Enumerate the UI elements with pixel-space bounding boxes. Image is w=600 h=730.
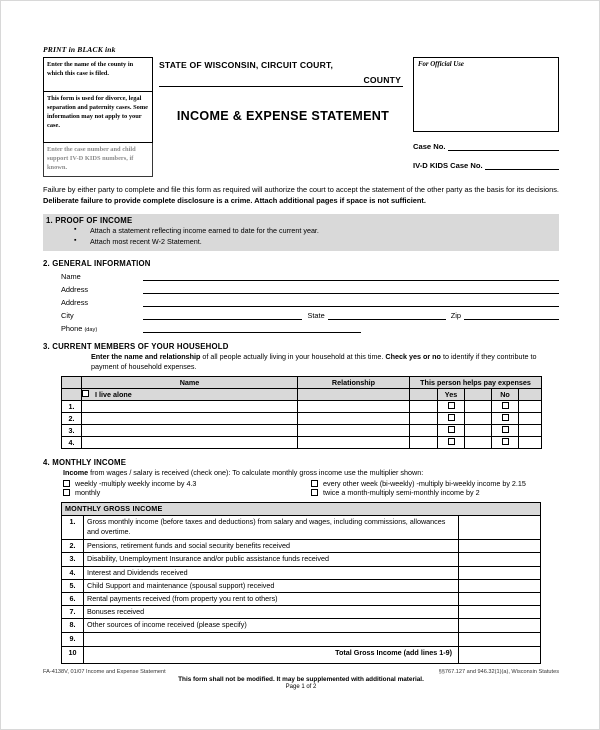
yes-checkbox-cell[interactable]: [438, 437, 465, 449]
form-header: [43, 57, 559, 177]
yes-no-spacer-mid: [465, 389, 492, 401]
tip-box-case-number: Enter the case number and child support IV-D KIDS numbers, if known.: [43, 143, 153, 177]
row-number: 9.: [62, 632, 84, 646]
state-label: State: [307, 310, 325, 320]
phone-label-sub: (day): [84, 326, 98, 333]
table-row: [62, 619, 541, 632]
field-row-address-1: [43, 284, 559, 294]
header-cell-relationship: Relationship: [298, 377, 410, 389]
option-biweekly[interactable]: [311, 479, 526, 489]
section3-instr-bold-2: Check yes or no: [385, 351, 441, 361]
option-semimonthly[interactable]: [311, 488, 480, 498]
total-amount-input[interactable]: [458, 646, 540, 663]
yes-checkbox[interactable]: [448, 426, 455, 433]
cell-spacer: [410, 401, 438, 413]
tip-box-form-use: This form is used for divorce, legal separation and paternity cases. Some information may not apply to your case.: [43, 91, 153, 143]
list-item: ▪ Attach a statement reflecting income earned to date for the current year.: [46, 226, 556, 237]
official-use-block: [413, 57, 559, 177]
row-description: Bonuses received: [84, 606, 459, 619]
mgi-title-row: [62, 502, 541, 515]
section3-instr-plain-1: of all people actually living in your household at this time.: [200, 351, 386, 361]
cell-spacer: [410, 425, 438, 437]
biweekly-checkbox[interactable]: [311, 480, 318, 487]
mgi-title: MONTHLY GROSS INCOME: [62, 502, 541, 515]
table-row: [62, 579, 541, 592]
household-relationship-input[interactable]: [298, 437, 410, 449]
cell-spacer: [465, 413, 492, 425]
name-label: Name: [61, 271, 81, 281]
row-amount-input[interactable]: [458, 619, 540, 632]
instruction-tips: [43, 57, 153, 177]
option-monthly-label: monthly: [75, 488, 101, 498]
no-checkbox[interactable]: [502, 402, 509, 409]
yes-checkbox-cell[interactable]: [438, 425, 465, 437]
option-semimonthly-label: twice a month-multiply semi-monthly income by 2: [323, 488, 480, 498]
cell-spacer: [519, 413, 542, 425]
notice-paragraph: [43, 184, 559, 207]
row-number: 3.: [62, 425, 82, 437]
header-cell-name: Name: [82, 377, 298, 389]
page-title: INCOME & EXPENSE STATEMENT: [176, 109, 390, 123]
field-row-phone: [43, 323, 559, 333]
table-row: [62, 437, 542, 449]
total-row-number: 10: [62, 646, 84, 663]
row-description: Pensions, retirement funds and social security benefits received: [84, 540, 459, 553]
no-checkbox-cell[interactable]: [492, 425, 519, 437]
phone-input[interactable]: [143, 323, 361, 333]
row-amount-input[interactable]: [458, 516, 540, 540]
no-checkbox[interactable]: [502, 438, 509, 445]
row-description: Interest and Dividends received: [84, 566, 459, 579]
table-row: [62, 516, 541, 540]
county-input-line[interactable]: [159, 70, 403, 87]
section-proof-of-income: [43, 214, 559, 251]
cell-spacer: [465, 401, 492, 413]
case-number-row: [413, 141, 559, 151]
yes-spacer-left: [410, 389, 438, 401]
section3-heading: 3. CURRENT MEMBERS OF YOUR HOUSEHOLD: [43, 341, 229, 351]
row-number: 2.: [62, 540, 84, 553]
section3-instr-plain-2: to identify if they contribute to payment of household expenses.: [91, 351, 537, 372]
table-row: [62, 593, 541, 606]
no-column-label: No: [492, 389, 519, 401]
field-row-address-2: [43, 297, 559, 307]
section3-instr-bold-1: Enter the name and relationship: [91, 351, 201, 361]
section4-heading: 4. MONTHLY INCOME: [43, 458, 127, 468]
list-item: ▪ Attach most recent W-2 Statement.: [46, 237, 556, 248]
yes-column-label: Yes: [438, 389, 465, 401]
no-checkbox[interactable]: [502, 414, 509, 421]
court-line: STATE OF WISCONSIN, CIRCUIT COURT,: [159, 60, 334, 70]
live-alone-relationship-cell: [298, 389, 410, 401]
address2-label: Address: [61, 297, 89, 307]
official-use-box: For Official Use: [413, 57, 559, 132]
no-spacer-right: [519, 389, 542, 401]
cell-spacer: [465, 437, 492, 449]
row-amount-input[interactable]: [458, 566, 540, 579]
footer-statutes: §§767.127 and 946.32(1)(a), Wisconsin Statutes: [438, 668, 559, 675]
semimonthly-checkbox[interactable]: [311, 489, 318, 496]
row-number: 1.: [62, 401, 82, 413]
live-alone-label: I live alone: [95, 390, 132, 400]
row-number: 4.: [62, 437, 82, 449]
table-row: [62, 606, 541, 619]
tip-box-county: Enter the name of the county in which this case is filed.: [43, 57, 153, 91]
live-alone-row-number: [62, 389, 82, 401]
header-cell-helps-pay: This person helps pay expenses: [410, 377, 542, 389]
household-table: [61, 376, 542, 449]
household-live-alone-row: [62, 389, 542, 401]
ivd-case-no-input[interactable]: [485, 160, 559, 170]
notice-text-bold: Deliberate failure to provide complete disclosure is a crime. Attach additional pages if space is not sufficient.: [43, 196, 426, 206]
field-row-city-state-zip: [43, 310, 559, 320]
row-number: 4.: [62, 566, 84, 579]
total-row-label: Total Gross Income (add lines 1-9): [84, 646, 459, 663]
pay-frequency-row-1: [63, 479, 559, 489]
no-checkbox-cell[interactable]: [492, 437, 519, 449]
household-name-input[interactable]: [82, 437, 298, 449]
option-weekly-label: weekly -multiply weekly income by 4.3: [75, 478, 197, 488]
section2-heading: 2. GENERAL INFORMATION: [43, 258, 151, 268]
option-monthly[interactable]: [63, 488, 311, 498]
row-description: Gross monthly income (before taxes and deductions) from salary and wages, including commissions, allowances and overtime.: [84, 516, 459, 540]
yes-checkbox-cell[interactable]: [438, 413, 465, 425]
footer-top-row: [43, 669, 559, 675]
household-relationship-input[interactable]: [298, 401, 410, 413]
zip-input[interactable]: [464, 310, 559, 320]
row-amount-input[interactable]: [458, 579, 540, 592]
section-general-information: [43, 259, 559, 333]
form-sheet: [43, 45, 559, 690]
no-checkbox-cell[interactable]: [492, 413, 519, 425]
notice-text-plain: Failure by either party to complete and file this form as required will authorize the court to accept the statement of the other party as the basis for its decisions.: [43, 185, 559, 194]
row-amount-input[interactable]: [458, 593, 540, 606]
cell-spacer: [465, 425, 492, 437]
row-amount-input[interactable]: [458, 540, 540, 553]
city-label: City: [61, 310, 74, 320]
case-no-label: Case No.: [413, 142, 446, 151]
yes-checkbox[interactable]: [448, 438, 455, 445]
table-row: [62, 632, 541, 646]
live-alone-cell[interactable]: [82, 389, 298, 401]
table-row: [62, 401, 542, 413]
option-weekly[interactable]: [63, 479, 311, 489]
state-input[interactable]: [328, 310, 446, 320]
yes-checkbox-cell[interactable]: [438, 401, 465, 413]
row-amount-input[interactable]: [458, 606, 540, 619]
row-number: 1.: [62, 516, 84, 540]
section4-instructions: [43, 468, 559, 479]
row-description: Other sources of income received (please specify): [84, 619, 459, 632]
print-ink-note: PRINT in BLACK ink: [43, 45, 116, 54]
row-number: 7.: [62, 606, 84, 619]
row-description: Rental payments received (from property you rent to others): [84, 593, 459, 606]
address1-input[interactable]: [143, 284, 559, 294]
section4-instr-bold: Income: [63, 468, 89, 478]
ivd-case-no-label: IV-D KIDS Case No.: [413, 161, 483, 170]
header-cell-blank: [62, 377, 82, 389]
phone-label-text: Phone: [61, 323, 83, 333]
form-footer: [43, 669, 559, 690]
table-row-total: [62, 646, 541, 663]
no-checkbox[interactable]: [502, 426, 509, 433]
row-description: Child Support and maintenance (spousal support) received: [84, 579, 459, 592]
section4-instr-plain: from wages / salary is received (check one): To calculate monthly gross income use the multiplier shown:: [88, 468, 424, 478]
row-amount-input[interactable]: [458, 553, 540, 566]
no-checkbox-cell[interactable]: [492, 401, 519, 413]
option-biweekly-label: every other week (bi-weekly) -multiply bi-weekly income by 2.15: [323, 478, 526, 488]
monthly-checkbox[interactable]: [63, 489, 70, 496]
zip-label: Zip: [450, 310, 461, 320]
row-description: Disability, Unemployment Insurance and/or public assistance funds received: [84, 553, 459, 566]
household-name-input[interactable]: [82, 425, 298, 437]
yes-checkbox[interactable]: [448, 402, 455, 409]
name-input[interactable]: [143, 271, 559, 281]
pay-frequency-options: [43, 479, 559, 498]
monthly-gross-income-table: [61, 502, 541, 664]
address2-input[interactable]: [143, 297, 559, 307]
cell-spacer: [519, 425, 542, 437]
footer-form-id: FA-4138V, 01/07 Income and Expense Statement: [43, 668, 166, 675]
cell-spacer: [410, 437, 438, 449]
pay-frequency-row-2: [63, 488, 559, 498]
city-input[interactable]: [143, 310, 302, 320]
footer-no-modify-note: This form shall not be modified. It may be supplemented with additional material.: [178, 675, 424, 683]
section1-bullet-list: [46, 226, 556, 248]
yes-checkbox[interactable]: [448, 414, 455, 421]
phone-label: [61, 324, 143, 333]
table-row: [62, 413, 542, 425]
address1-label: Address: [61, 284, 89, 294]
household-name-input[interactable]: [82, 401, 298, 413]
table-row: [62, 425, 542, 437]
court-title-block: [153, 57, 407, 177]
field-row-name: [43, 271, 559, 281]
household-name-input[interactable]: [82, 413, 298, 425]
footer-page-number: Page 1 of 2: [285, 683, 317, 690]
case-no-input[interactable]: [448, 141, 560, 151]
row-number: 3.: [62, 553, 84, 566]
table-row: [62, 540, 541, 553]
cell-spacer: [519, 401, 542, 413]
household-relationship-input[interactable]: [298, 425, 410, 437]
household-relationship-input[interactable]: [298, 413, 410, 425]
row-number: 8.: [62, 619, 84, 632]
cell-spacer: [410, 413, 438, 425]
household-table-header-row: [62, 377, 542, 389]
county-label: COUNTY: [363, 75, 401, 85]
row-number: 2.: [62, 413, 82, 425]
weekly-checkbox[interactable]: [63, 480, 70, 487]
row-number: 5.: [62, 579, 84, 592]
section1-heading: 1. PROOF OF INCOME: [46, 215, 133, 225]
section-monthly-income: [43, 458, 559, 664]
row-number: 6.: [62, 593, 84, 606]
row-description-input[interactable]: [84, 632, 459, 646]
live-alone-checkbox[interactable]: [82, 390, 89, 397]
ivd-case-number-row: [413, 160, 559, 170]
section3-instructions: [43, 352, 559, 374]
table-row: [62, 553, 541, 566]
row-amount-input[interactable]: [458, 632, 540, 646]
table-row: [62, 566, 541, 579]
section-household-members: [43, 342, 559, 450]
cell-spacer: [519, 437, 542, 449]
